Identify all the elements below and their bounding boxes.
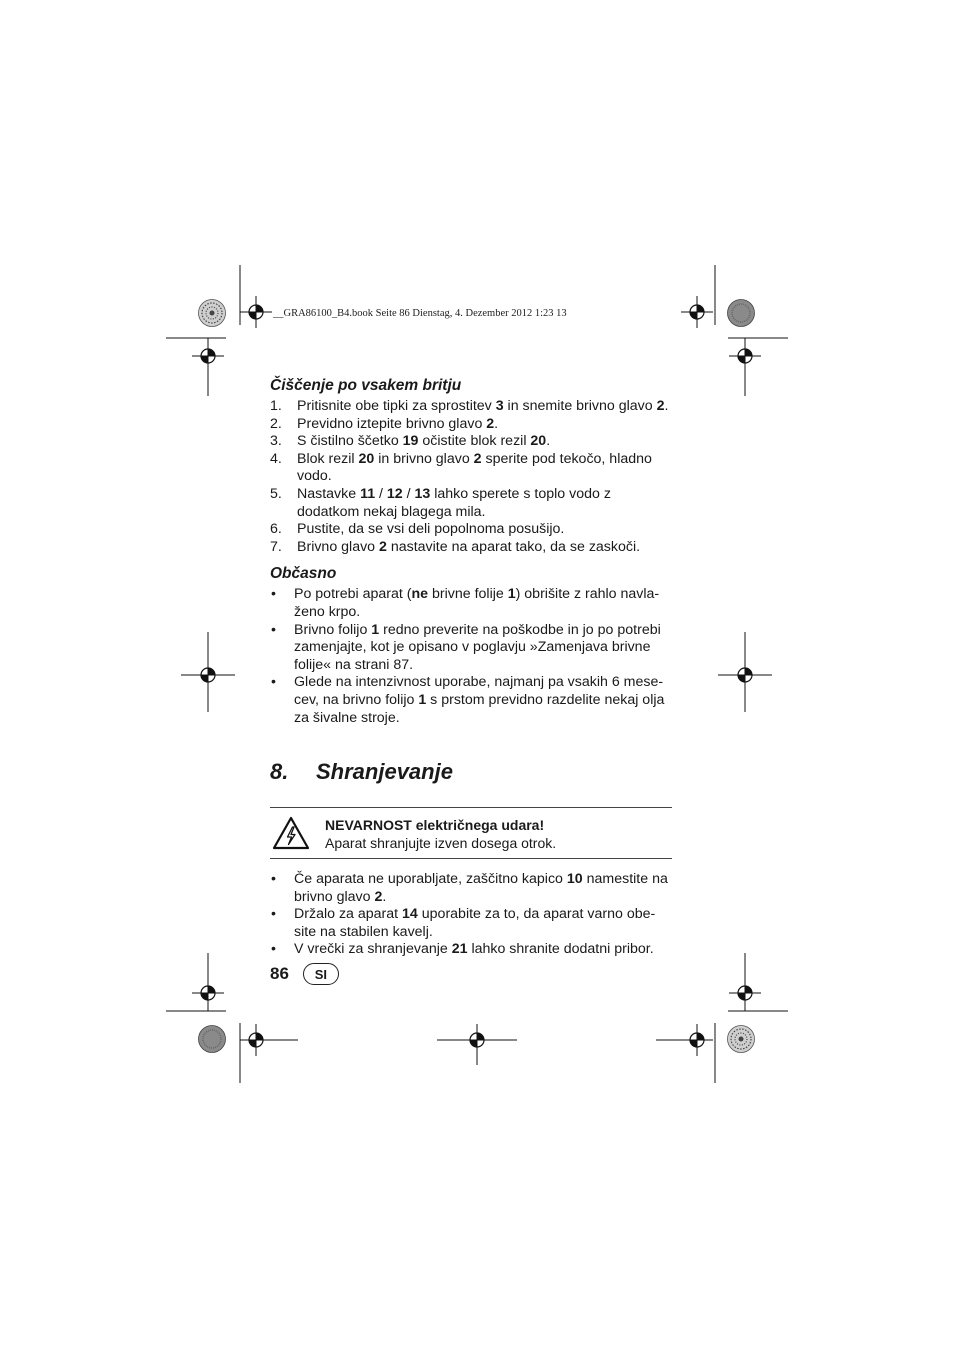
storage-list [270,871,672,959]
list-item: • Brivno folijo 1 redno preverite na poškodbe in jo po potrebi zamenjajte, kot je opisano v poglavju »Zamenjava brivne folije« na strani 87. [271,621,661,673]
list-item: 3. S čistilno ščetko 19 očistite blok rezil 20. [270,433,551,450]
chapter-title: Shranjevanje [316,759,453,785]
list-item: 2. Previdno iztepite brivno glavo 2. [270,415,499,432]
section-title-cleaning: Čiščenje po vsakem britju [270,377,462,394]
list-item: • Po potrebi aparat (ne brivne folije 1) obrišite z rahlo navlaženo krpo. [271,586,660,620]
chapter-number: 8. [270,759,289,785]
list-item: • Glede na intenzivnost uporabe, najmanj pa vsakih 6 mesecev, na brivno folijo 1 s prstom previdno razdelite nekaj olja za šivalne stroje. [271,674,665,726]
electric-shock-warning-icon [272,816,310,850]
list-item: 5. Nastavke 11 / 12 / 13 lahko sperete s toplo vodo z dodatkom nekaj blagega mila. [270,485,611,520]
list-item: • Držalo za aparat 14 uporabite za to, da aparat varno obesite na stabilen kavelj. [271,906,656,940]
chapter-heading [270,757,672,787]
warning-box [270,807,672,859]
cleaning-steps [270,398,672,556]
warning-text: Aparat shranjujte izven dosega otrok. [325,835,557,852]
page-footer [270,963,339,985]
list-item: 6. Pustite, da se vsi deli popolnoma posušijo. [270,521,565,538]
page-number: 86 [270,964,289,983]
warning-title: NEVARNOST električnega udara! [325,817,545,834]
list-item: • V vrečki za shranjevanje 21 lahko shranite dodatni pribor. [271,941,654,958]
occasional-care-list [270,586,672,727]
list-item: 4. Blok rezil 20 in brivno glavo 2 sperite pod tekočo, hladno vodo. [270,450,652,485]
list-item: • Če aparata ne uporabljate, zaščitno kapico 10 namestite na brivno glavo 2. [271,871,668,905]
print-slug-line: __GRA86100_B4.book Seite 86 Dienstag, 4. Dezember 2012 1:23 13 [273,308,567,319]
list-item: 1. Pritisnite obe tipki za sprostitev 3 in snemite brivno glavo 2. [270,398,669,414]
page-content [270,376,672,959]
language-badge: SI [303,963,339,985]
list-item: 7. Brivno glavo 2 nastavite na aparat tako, da se zaskoči. [270,538,641,555]
section-title-occasionally: Občasno [270,565,337,583]
